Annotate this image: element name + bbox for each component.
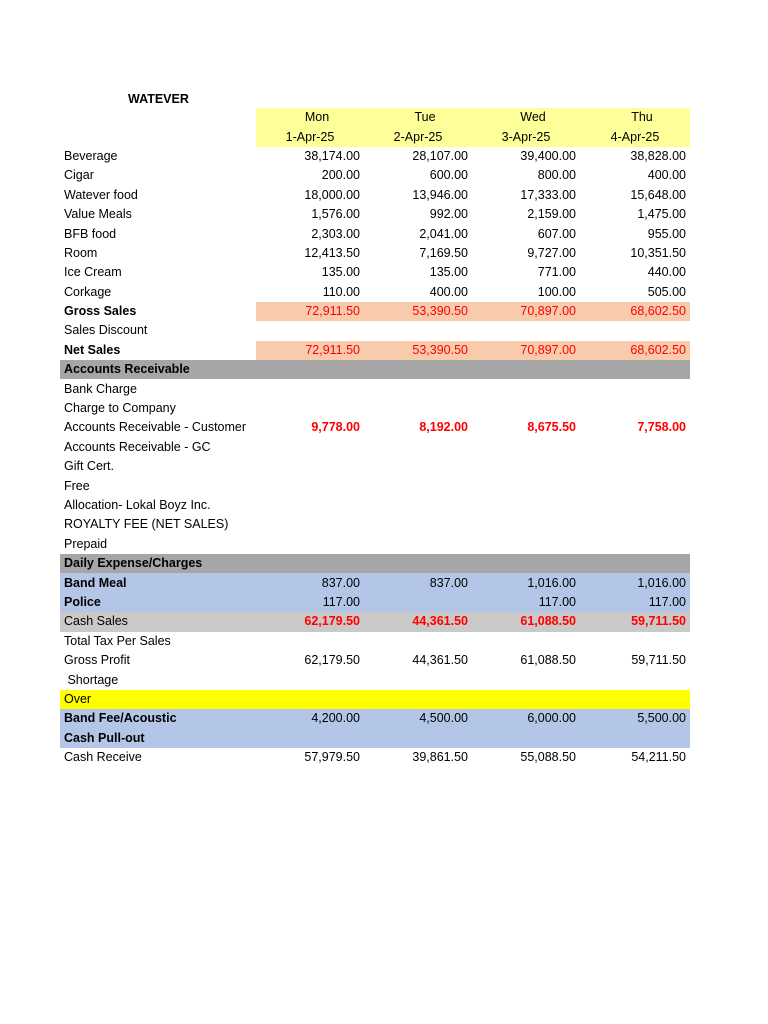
table-row bbox=[60, 399, 690, 418]
row-value: 837.00 bbox=[364, 573, 472, 592]
row-value: 771.00 bbox=[537, 265, 576, 280]
row-value bbox=[256, 399, 364, 418]
row-value: 54,211.50 bbox=[631, 750, 686, 765]
row-value: 62,179.50 bbox=[304, 653, 360, 668]
cash-pullout-row bbox=[60, 729, 690, 748]
table-row bbox=[60, 515, 690, 534]
row-value: 1,016.00 bbox=[580, 573, 690, 592]
row-value: 607.00 bbox=[537, 226, 576, 241]
row-value: 135.00 bbox=[429, 265, 468, 280]
row-value bbox=[364, 379, 472, 398]
row-value bbox=[364, 593, 472, 612]
row-label: Room bbox=[64, 245, 98, 260]
row-value: 1,016.00 bbox=[472, 573, 580, 592]
row-label: Charge to Company bbox=[64, 401, 176, 416]
row-value: 39,400.00 bbox=[520, 148, 576, 163]
date-header: 4-Apr-25 bbox=[580, 127, 690, 146]
row-label: Net Sales bbox=[64, 342, 121, 357]
band-meal-row bbox=[60, 573, 690, 592]
table-row bbox=[60, 438, 690, 457]
row-value: 44,361.50 bbox=[364, 612, 472, 631]
row-value bbox=[472, 457, 580, 476]
row-value bbox=[364, 496, 472, 515]
daily-sales-table bbox=[60, 108, 690, 767]
row-value bbox=[364, 535, 472, 554]
table-row bbox=[60, 476, 690, 495]
row-value: 59,711.50 bbox=[631, 653, 686, 668]
row-value: 2,159.00 bbox=[527, 207, 576, 222]
table-row bbox=[60, 147, 690, 166]
row-value bbox=[472, 554, 580, 573]
row-label: Cash Sales bbox=[60, 612, 256, 631]
row-value bbox=[580, 729, 690, 748]
row-value: 8,675.50 bbox=[527, 420, 576, 435]
date-header: 1-Apr-25 bbox=[256, 127, 364, 146]
row-value bbox=[256, 690, 364, 709]
row-label: Band Fee/Acoustic bbox=[60, 709, 256, 728]
row-value: 72,911.50 bbox=[256, 341, 364, 360]
row-label: Over bbox=[60, 690, 256, 709]
row-value: 117.00 bbox=[256, 593, 364, 612]
row-value bbox=[256, 554, 364, 573]
table-row bbox=[60, 651, 690, 670]
section-header-row bbox=[60, 360, 690, 379]
row-value: 12,413.50 bbox=[304, 245, 360, 260]
row-label: Total Tax Per Sales bbox=[64, 633, 171, 648]
table-row bbox=[60, 670, 690, 689]
row-value bbox=[580, 321, 690, 340]
cash-receive-row bbox=[60, 748, 690, 767]
row-value: 440.00 bbox=[647, 265, 686, 280]
row-label: Free bbox=[64, 478, 90, 493]
row-value: 70,897.00 bbox=[472, 302, 580, 321]
row-value: 5,500.00 bbox=[580, 709, 690, 728]
row-value: 135.00 bbox=[321, 265, 360, 280]
row-value bbox=[580, 670, 690, 689]
row-value bbox=[364, 438, 472, 457]
row-value bbox=[472, 670, 580, 689]
row-value: 4,200.00 bbox=[256, 709, 364, 728]
row-value bbox=[580, 457, 690, 476]
row-value: 400.00 bbox=[647, 168, 686, 183]
row-value bbox=[580, 360, 690, 379]
row-value bbox=[256, 535, 364, 554]
row-value: 1,475.00 bbox=[637, 207, 686, 222]
row-value: 1,576.00 bbox=[311, 207, 360, 222]
day-header: Thu bbox=[580, 108, 690, 127]
row-label: Police bbox=[60, 593, 256, 612]
table-row bbox=[60, 244, 690, 263]
row-value bbox=[580, 554, 690, 573]
row-value bbox=[256, 457, 364, 476]
row-value bbox=[364, 729, 472, 748]
row-value: 8,192.00 bbox=[419, 420, 468, 435]
row-value: 72,911.50 bbox=[256, 302, 364, 321]
row-label: Cash Pull-out bbox=[60, 729, 256, 748]
row-label: Beverage bbox=[64, 148, 118, 163]
row-value: 400.00 bbox=[429, 284, 468, 299]
row-value bbox=[364, 515, 472, 534]
row-value bbox=[256, 379, 364, 398]
row-value: 837.00 bbox=[256, 573, 364, 592]
row-label: Sales Discount bbox=[64, 323, 148, 338]
row-value: 17,333.00 bbox=[520, 187, 576, 202]
sheet-title: WATEVER bbox=[128, 92, 189, 106]
table-row bbox=[60, 321, 690, 340]
row-value bbox=[580, 515, 690, 534]
row-value bbox=[580, 399, 690, 418]
row-value: 117.00 bbox=[580, 593, 690, 612]
row-value: 600.00 bbox=[429, 168, 468, 183]
row-value bbox=[580, 496, 690, 515]
date-header: 3-Apr-25 bbox=[472, 127, 580, 146]
row-value bbox=[472, 515, 580, 534]
table-row bbox=[60, 283, 690, 302]
row-value bbox=[472, 321, 580, 340]
row-value: 61,088.50 bbox=[472, 612, 580, 631]
row-value: 39,861.50 bbox=[412, 750, 468, 765]
row-value bbox=[364, 632, 472, 651]
row-label: Ice Cream bbox=[64, 265, 122, 280]
police-row bbox=[60, 593, 690, 612]
section-header-row bbox=[60, 554, 690, 573]
row-label: Band Meal bbox=[60, 573, 256, 592]
row-value: 70,897.00 bbox=[472, 341, 580, 360]
row-value bbox=[364, 670, 472, 689]
day-header: Mon bbox=[256, 108, 364, 127]
row-value bbox=[472, 438, 580, 457]
row-value: 4,500.00 bbox=[364, 709, 472, 728]
row-value: 18,000.00 bbox=[304, 187, 360, 202]
row-label: Gross Sales bbox=[64, 304, 137, 319]
row-value: 2,303.00 bbox=[311, 226, 360, 241]
row-value: 10,351.50 bbox=[630, 245, 686, 260]
over-row bbox=[60, 690, 690, 709]
table-row bbox=[60, 496, 690, 515]
row-value bbox=[472, 632, 580, 651]
row-label: BFB food bbox=[64, 226, 117, 241]
row-value bbox=[472, 399, 580, 418]
gross-sales-row bbox=[60, 302, 690, 321]
row-value: 38,174.00 bbox=[304, 148, 360, 163]
header-date-row bbox=[60, 127, 690, 146]
row-value: 7,758.00 bbox=[637, 420, 686, 435]
row-value: 53,390.50 bbox=[364, 341, 472, 360]
row-value: 62,179.50 bbox=[256, 612, 364, 631]
row-value: 61,088.50 bbox=[520, 653, 576, 668]
row-value bbox=[364, 690, 472, 709]
row-value: 9,778.00 bbox=[311, 420, 360, 435]
table-row bbox=[60, 224, 690, 243]
row-value bbox=[256, 321, 364, 340]
table-row bbox=[60, 205, 690, 224]
row-label: Gift Cert. bbox=[64, 459, 115, 474]
row-value: 13,946.00 bbox=[412, 187, 468, 202]
row-value: 53,390.50 bbox=[364, 302, 472, 321]
day-header: Tue bbox=[364, 108, 472, 127]
row-value: 200.00 bbox=[321, 168, 360, 183]
table-row bbox=[60, 186, 690, 205]
row-value bbox=[256, 476, 364, 495]
row-value: 110.00 bbox=[322, 284, 360, 299]
row-value: 117.00 bbox=[472, 593, 580, 612]
row-value bbox=[256, 438, 364, 457]
row-value: 7,169.50 bbox=[419, 245, 468, 260]
row-value: 800.00 bbox=[537, 168, 576, 183]
row-value bbox=[256, 360, 364, 379]
table-row bbox=[60, 457, 690, 476]
row-label: Shortage bbox=[64, 672, 119, 687]
net-sales-row bbox=[60, 341, 690, 360]
row-label: Bank Charge bbox=[64, 381, 137, 396]
row-value: 57,979.50 bbox=[304, 750, 360, 765]
row-value bbox=[256, 496, 364, 515]
row-value: 992.00 bbox=[429, 207, 468, 222]
table-row bbox=[60, 379, 690, 398]
row-value: 6,000.00 bbox=[472, 709, 580, 728]
row-label: Cash Receive bbox=[64, 750, 142, 765]
row-value: 9,727.00 bbox=[527, 245, 576, 260]
row-label: ROYALTY FEE (NET SALES) bbox=[64, 517, 229, 532]
table-row bbox=[60, 263, 690, 282]
row-label: Corkage bbox=[64, 284, 112, 299]
row-value: 68,602.50 bbox=[580, 341, 690, 360]
cash-sales-row bbox=[60, 612, 690, 631]
section-label: Accounts Receivable bbox=[60, 360, 256, 379]
row-value: 100.00 bbox=[537, 284, 576, 299]
row-label: Accounts Receivable - Customer bbox=[64, 420, 247, 435]
row-value: 38,828.00 bbox=[630, 148, 686, 163]
row-value bbox=[364, 554, 472, 573]
row-value: 2,041.00 bbox=[419, 226, 468, 241]
band-fee-row bbox=[60, 709, 690, 728]
header-day-row bbox=[60, 108, 690, 127]
row-label: Gross Profit bbox=[64, 653, 130, 668]
row-value bbox=[580, 690, 690, 709]
row-label: Cigar bbox=[64, 168, 94, 183]
row-value bbox=[364, 476, 472, 495]
row-value bbox=[472, 690, 580, 709]
row-value bbox=[256, 515, 364, 534]
row-value bbox=[472, 535, 580, 554]
row-value bbox=[256, 729, 364, 748]
day-header: Wed bbox=[472, 108, 580, 127]
row-label: Watever food bbox=[64, 187, 138, 202]
row-value: 59,711.50 bbox=[580, 612, 690, 631]
row-value bbox=[580, 476, 690, 495]
section-label: Daily Expense/Charges bbox=[60, 554, 256, 573]
row-value bbox=[580, 632, 690, 651]
row-value: 28,107.00 bbox=[412, 148, 468, 163]
row-value bbox=[256, 670, 364, 689]
row-value: 68,602.50 bbox=[580, 302, 690, 321]
row-value bbox=[364, 360, 472, 379]
row-value: 15,648.00 bbox=[630, 187, 686, 202]
table-row bbox=[60, 418, 690, 437]
row-value bbox=[580, 379, 690, 398]
row-label: Prepaid bbox=[64, 536, 108, 551]
row-value bbox=[472, 729, 580, 748]
row-value bbox=[472, 379, 580, 398]
row-value bbox=[580, 438, 690, 457]
row-value bbox=[472, 496, 580, 515]
row-value: 55,088.50 bbox=[520, 750, 576, 765]
row-value bbox=[580, 535, 690, 554]
date-header: 2-Apr-25 bbox=[364, 127, 472, 146]
row-value bbox=[364, 321, 472, 340]
row-value bbox=[364, 457, 472, 476]
row-value: 44,361.50 bbox=[412, 653, 468, 668]
table-row bbox=[60, 632, 690, 651]
row-label: Value Meals bbox=[64, 207, 132, 222]
row-value bbox=[364, 399, 472, 418]
row-value bbox=[256, 632, 364, 651]
row-value bbox=[472, 476, 580, 495]
table-row bbox=[60, 535, 690, 554]
table-row bbox=[60, 166, 690, 185]
row-value bbox=[472, 360, 580, 379]
row-value: 955.00 bbox=[647, 226, 686, 241]
row-label: Allocation- Lokal Boyz Inc. bbox=[64, 498, 211, 512]
row-label: Accounts Receivable - GC bbox=[64, 439, 211, 454]
row-value: 505.00 bbox=[647, 284, 686, 299]
